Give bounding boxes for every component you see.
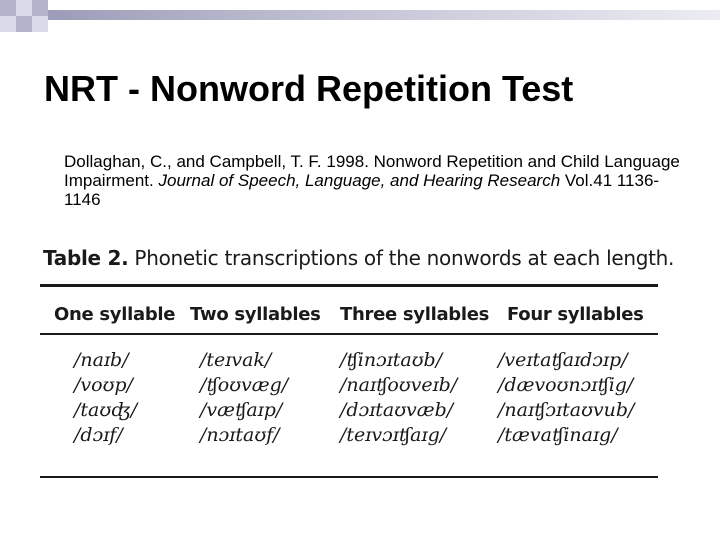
table-cell: /teɪvak/ [200,349,272,371]
column-header-four-syllables: Four syllables [507,304,644,325]
column-three-syllables [340,348,457,448]
table-cell: /voʊp/ [74,374,133,396]
slide-title: NRT - Nonword Repetition Test [44,68,574,109]
table-cell: /dævoʊnɔɪʧig/ [498,374,634,396]
citation-volume: Vol.41 1136-1146 [64,171,660,209]
decorative-square [16,16,32,32]
table-cell: /naɪʧoʊveɪb/ [340,374,458,396]
column-two-syllables [200,348,288,448]
table-caption [43,246,674,270]
decorative-header-strip [0,0,720,40]
table-cell: /taʊʤ/ [74,399,138,421]
column-four-syllables [498,348,634,448]
table-cell: /tævaʧinaɪg/ [498,424,618,446]
table-cell: /dɔɪtaʊvæb/ [340,399,454,421]
table-cell: /naɪʧɔɪtaʊvub/ [498,399,635,421]
column-one-syllable [74,348,137,448]
table-cell: /ʧinɔɪtaʊb/ [340,349,443,371]
table-bottom-rule [40,476,658,478]
table-cell: /væʧaɪp/ [200,399,283,421]
citation-authors: Dollaghan, C., and Campbell, T. F. 1998. Nonword Repetition and Child Language Impairment. [64,152,680,190]
table-caption-text: Phonetic transcriptions of the nonwords at each length. [128,246,675,270]
citation-journal: Journal of Speech, Language, and Hearing Research [158,171,561,190]
table-cell: /nɔɪtaʊf/ [200,424,280,446]
decorative-square [32,0,48,16]
decorative-square [0,16,16,32]
decorative-gradient-bar [48,10,720,20]
column-header-three-syllables: Three syllables [340,304,490,325]
table-cell: /dɔɪf/ [74,424,123,446]
decorative-square [0,0,16,16]
scanned-table-image [40,240,675,485]
citation [64,152,684,209]
table-cell: /veɪtaʧaɪdɔɪp/ [498,349,628,371]
column-header-two-syllables: Two syllables [190,304,321,325]
decorative-square [16,0,32,16]
table-header-rule [40,333,658,335]
table-cell: /naɪb/ [74,349,129,371]
column-header-one-syllable: One syllable [54,304,176,325]
table-cell: /ʧoʊvæg/ [200,374,289,396]
table-top-rule [40,284,658,287]
table-cell: /teɪvɔɪʧaɪg/ [340,424,447,446]
table-caption-label: Table 2. [43,246,129,270]
decorative-square [32,16,48,32]
